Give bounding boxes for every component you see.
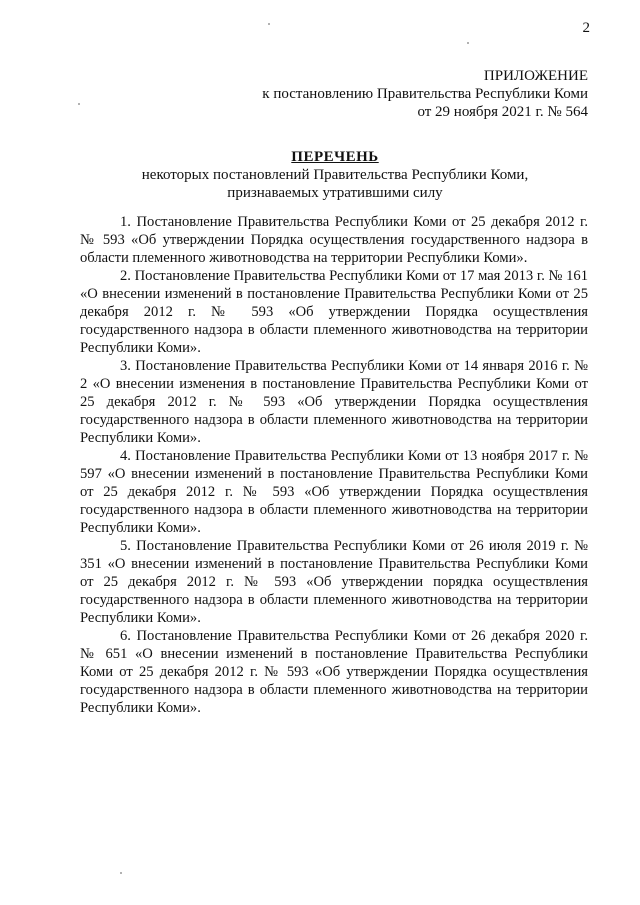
- list-item-6: 6. Постановление Правительства Республики Коми от 26 декабря 2020 г. № 651 «О внесении изменений в постановление Правительства Республики Коми от 25 декабря 2012 г. № 593 «Об утверждении Порядка осуществления государственного надзора в области племенного животноводства на территории Республики Коми».: [80, 628, 588, 716]
- appendix-line-1: к постановлению Правительства Республики Коми: [262, 86, 588, 102]
- items-list: [80, 213, 588, 717]
- list-item-5: 5. Постановление Правительства Республики Коми от 26 июля 2019 г. № 351 «О внесении изменений в постановление Правительства Республики Коми от 25 декабря 2012 г. № 593 «Об утверждении порядка осуществления государственного надзора в области племенного животноводства на территории Республики Коми».: [80, 538, 588, 626]
- appendix-block: [168, 67, 588, 121]
- list-item-4: 4. Постановление Правительства Республики Коми от 13 ноября 2017 г. № 597 «О внесении изменений в постановление Правительства Республики Коми от 25 декабря 2012 г. № 593 «Об утверждении Порядка осуществления государственного надзора в области племенного животноводства на территории Республики Коми».: [80, 448, 588, 536]
- appendix-title: ПРИЛОЖЕНИЕ: [483, 68, 588, 84]
- appendix-line-2: от 29 ноября 2021 г. № 564: [417, 104, 588, 120]
- heading-line-1: некоторых постановлений Правительства Республики Коми,: [141, 167, 529, 183]
- list-item-3: 3. Постановление Правительства Республики Коми от 14 января 2016 г. № 2 «О внесении изменения в постановление Правительства Республики Коми от 25 декабря 2012 г. № 593 «Об утверждении Порядка осуществления государственного надзора в области племенного животноводства на территории Республики Коми».: [80, 358, 588, 446]
- scan-speck: [268, 23, 270, 25]
- document-heading: [72, 148, 598, 202]
- list-item-2: 2. Постановление Правительства Республики Коми от 17 мая 2013 г. № 161 «О внесении изменений в постановление Правительства Республики Коми от 25 декабря 2012 г. № 593 «Об утверждении Порядка осуществления государственного надзора в области племенного животноводства на территории Республики Коми».: [80, 268, 588, 356]
- list-item-1: 1. Постановление Правительства Республики Коми от 25 декабря 2012 г. № 593 «Об утверждении Порядка осуществления государственного надзора в области племенного животноводства на территории Республики Коми».: [80, 214, 588, 266]
- heading-line-2: признаваемых утратившими силу: [227, 185, 443, 201]
- page-number: 2: [582, 20, 590, 36]
- scan-speck: [467, 42, 469, 44]
- scan-speck: [78, 103, 80, 105]
- heading-title: ПЕРЕЧЕНЬ: [291, 149, 379, 165]
- scan-speck: [120, 872, 122, 874]
